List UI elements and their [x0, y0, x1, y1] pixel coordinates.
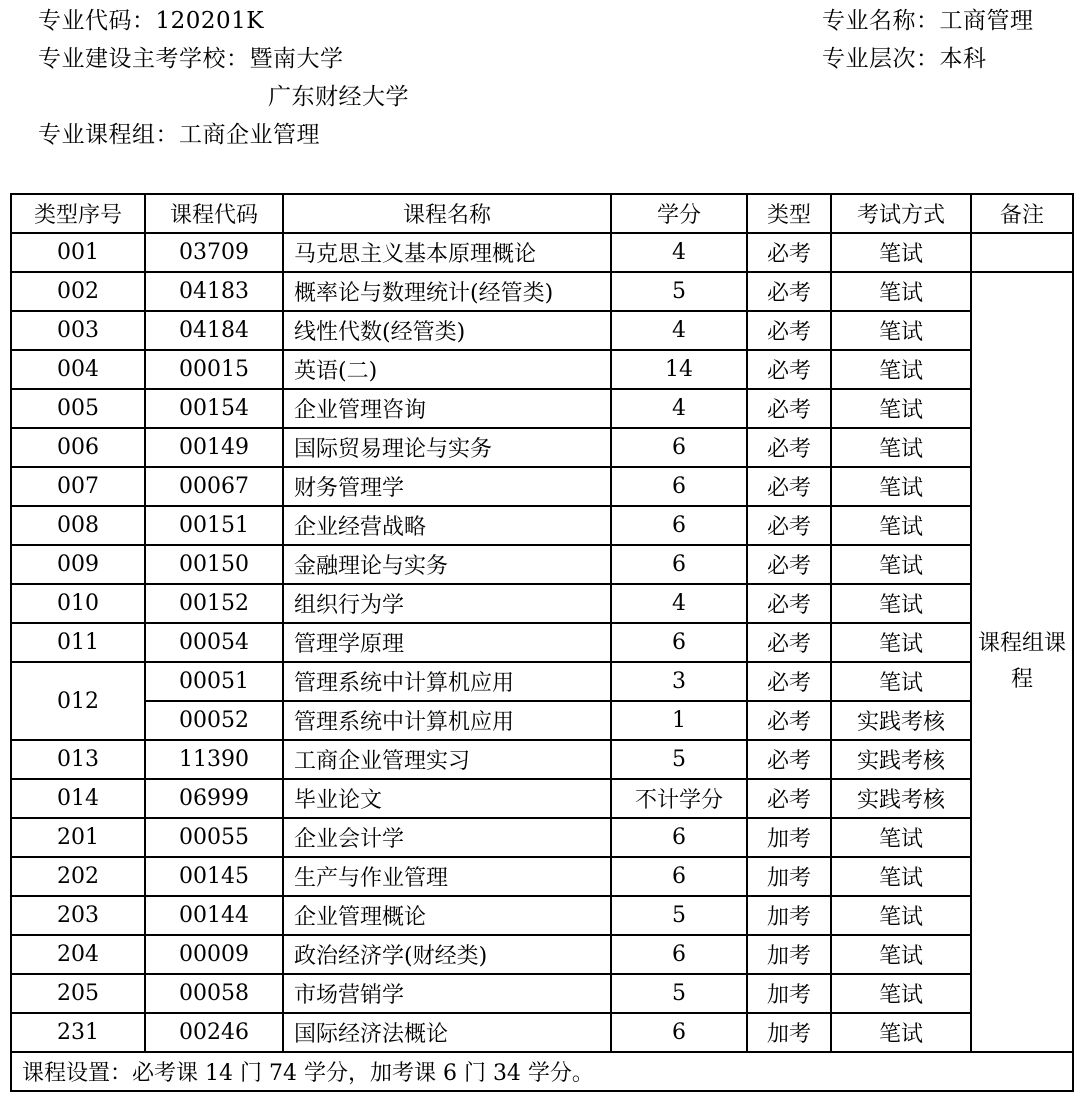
table-row	[11, 857, 1073, 896]
type-seq-cell: 014	[11, 779, 145, 818]
type-seq-cell: 008	[11, 506, 145, 545]
table-row	[11, 467, 1073, 506]
table-row	[11, 350, 1073, 389]
exam-method-cell: 笔试	[831, 506, 971, 545]
course-name-cell: 企业管理咨询	[283, 389, 611, 428]
credits-cell: 6	[611, 506, 747, 545]
column-header: 类型序号	[11, 194, 145, 233]
table-row	[11, 662, 1073, 701]
exam-method-cell: 笔试	[831, 896, 971, 935]
course-code-cell: 00154	[145, 389, 283, 428]
course-type-cell: 必考	[747, 740, 831, 779]
credits-cell: 4	[611, 311, 747, 350]
course-type-cell: 必考	[747, 233, 831, 272]
course-name-cell: 市场营销学	[283, 974, 611, 1013]
exam-method-cell: 笔试	[831, 389, 971, 428]
course-code-cell: 00009	[145, 935, 283, 974]
course-name-cell: 国际经济法概论	[283, 1013, 611, 1052]
course-name-cell: 线性代数(经管类)	[283, 311, 611, 350]
course-name-cell: 金融理论与实务	[283, 545, 611, 584]
course-type-cell: 必考	[747, 428, 831, 467]
credits-cell: 5	[611, 272, 747, 311]
footer-row	[11, 1052, 1073, 1091]
type-seq-cell: 203	[11, 896, 145, 935]
course-code-cell: 06999	[145, 779, 283, 818]
course-type-cell: 必考	[747, 662, 831, 701]
course-code-cell: 00246	[145, 1013, 283, 1052]
course-code-cell: 00052	[145, 701, 283, 740]
remarks-cell	[971, 233, 1073, 272]
credits-cell: 6	[611, 467, 747, 506]
course-type-cell: 必考	[747, 545, 831, 584]
course-name-cell: 生产与作业管理	[283, 857, 611, 896]
remarks-cell: 课程组课程	[971, 272, 1073, 1052]
exam-method-cell: 笔试	[831, 428, 971, 467]
exam-method-cell: 实践考核	[831, 701, 971, 740]
table-row	[11, 974, 1073, 1013]
exam-method-cell: 笔试	[831, 272, 971, 311]
exam-method-cell: 笔试	[831, 350, 971, 389]
credits-cell: 不计学分	[611, 779, 747, 818]
exam-school-2: 广东财经大学	[268, 84, 409, 110]
course-type-cell: 必考	[747, 779, 831, 818]
exam-school: 专业建设主考学校：暨南大学	[38, 46, 344, 72]
course-code-cell: 00150	[145, 545, 283, 584]
course-name-cell: 管理系统中计算机应用	[283, 701, 611, 740]
course-group: 专业课程组：工商企业管理	[38, 122, 320, 148]
course-code-cell: 00151	[145, 506, 283, 545]
course-type-cell: 必考	[747, 467, 831, 506]
credits-cell: 6	[611, 935, 747, 974]
credits-cell: 1	[611, 701, 747, 740]
course-type-cell: 必考	[747, 389, 831, 428]
table-row	[11, 545, 1073, 584]
course-name-cell: 政治经济学(财经类)	[283, 935, 611, 974]
table-row	[11, 584, 1073, 623]
table-row	[11, 233, 1073, 272]
type-seq-cell: 003	[11, 311, 145, 350]
course-name-cell: 财务管理学	[283, 467, 611, 506]
course-name-cell: 概率论与数理统计(经管类)	[283, 272, 611, 311]
column-header: 备注	[971, 194, 1073, 233]
course-code-cell: 04183	[145, 272, 283, 311]
table-row	[11, 506, 1073, 545]
course-name-cell: 英语(二)	[283, 350, 611, 389]
course-type-cell: 加考	[747, 1013, 831, 1052]
exam-method-cell: 笔试	[831, 662, 971, 701]
course-code-cell: 00055	[145, 818, 283, 857]
course-type-cell: 加考	[747, 857, 831, 896]
credits-cell: 6	[611, 623, 747, 662]
course-type-cell: 加考	[747, 896, 831, 935]
course-code-cell: 00067	[145, 467, 283, 506]
exam-method-cell: 笔试	[831, 818, 971, 857]
table-row	[11, 896, 1073, 935]
type-seq-cell: 205	[11, 974, 145, 1013]
table-row	[11, 935, 1073, 974]
course-name-cell: 国际贸易理论与实务	[283, 428, 611, 467]
exam-method-cell: 笔试	[831, 311, 971, 350]
course-code-cell: 00145	[145, 857, 283, 896]
type-seq-cell: 005	[11, 389, 145, 428]
column-header: 课程名称	[283, 194, 611, 233]
credits-cell: 4	[611, 584, 747, 623]
credits-cell: 14	[611, 350, 747, 389]
course-name-cell: 企业会计学	[283, 818, 611, 857]
table-row	[11, 428, 1073, 467]
type-seq-cell: 004	[11, 350, 145, 389]
exam-method-cell: 笔试	[831, 623, 971, 662]
credits-cell: 4	[611, 233, 747, 272]
exam-method-cell: 笔试	[831, 1013, 971, 1052]
course-table	[10, 193, 1074, 1092]
credits-cell: 6	[611, 428, 747, 467]
type-seq-cell: 001	[11, 233, 145, 272]
table-row	[11, 740, 1073, 779]
type-seq-cell: 002	[11, 272, 145, 311]
table-row	[11, 272, 1073, 311]
type-seq-cell: 006	[11, 428, 145, 467]
course-type-cell: 必考	[747, 701, 831, 740]
course-code-cell: 00054	[145, 623, 283, 662]
course-name-cell: 企业管理概论	[283, 896, 611, 935]
course-type-cell: 必考	[747, 350, 831, 389]
course-name-cell: 管理系统中计算机应用	[283, 662, 611, 701]
table-row	[11, 311, 1073, 350]
course-type-cell: 加考	[747, 974, 831, 1013]
type-seq-cell: 010	[11, 584, 145, 623]
course-type-cell: 必考	[747, 623, 831, 662]
type-seq-cell: 009	[11, 545, 145, 584]
course-name-cell: 马克思主义基本原理概论	[283, 233, 611, 272]
course-code-cell: 00144	[145, 896, 283, 935]
major-name: 专业名称：工商管理	[822, 8, 1034, 34]
course-code-cell: 04184	[145, 311, 283, 350]
exam-method-cell: 笔试	[831, 857, 971, 896]
type-seq-cell: 011	[11, 623, 145, 662]
exam-method-cell: 实践考核	[831, 779, 971, 818]
exam-method-cell: 笔试	[831, 467, 971, 506]
column-header: 考试方式	[831, 194, 971, 233]
exam-method-cell: 笔试	[831, 974, 971, 1013]
exam-method-cell: 笔试	[831, 233, 971, 272]
table-header-row	[11, 194, 1073, 233]
course-name-cell: 工商企业管理实习	[283, 740, 611, 779]
type-seq-cell: 231	[11, 1013, 145, 1052]
course-name-cell: 组织行为学	[283, 584, 611, 623]
major-code: 专业代码：120201K	[38, 8, 264, 34]
course-settings-note: 课程设置：必考课 14 门 74 学分，加考课 6 门 34 学分。	[11, 1052, 1073, 1091]
column-header: 类型	[747, 194, 831, 233]
exam-method-cell: 实践考核	[831, 740, 971, 779]
major-level: 专业层次：本科	[822, 46, 987, 72]
credits-cell: 5	[611, 974, 747, 1013]
course-code-cell: 00149	[145, 428, 283, 467]
course-type-cell: 必考	[747, 311, 831, 350]
exam-method-cell: 笔试	[831, 584, 971, 623]
course-code-cell: 00152	[145, 584, 283, 623]
course-code-cell: 00051	[145, 662, 283, 701]
credits-cell: 6	[611, 1013, 747, 1052]
column-header: 课程代码	[145, 194, 283, 233]
course-name-cell: 企业经营战略	[283, 506, 611, 545]
column-header: 学分	[611, 194, 747, 233]
credits-cell: 5	[611, 896, 747, 935]
type-seq-cell: 204	[11, 935, 145, 974]
table-row	[11, 818, 1073, 857]
course-type-cell: 必考	[747, 506, 831, 545]
credits-cell: 6	[611, 545, 747, 584]
course-code-cell: 00058	[145, 974, 283, 1013]
table-row	[11, 1013, 1073, 1052]
credits-cell: 4	[611, 389, 747, 428]
credits-cell: 3	[611, 662, 747, 701]
type-seq-cell: 201	[11, 818, 145, 857]
type-seq-cell: 202	[11, 857, 145, 896]
course-type-cell: 加考	[747, 935, 831, 974]
course-code-cell: 00015	[145, 350, 283, 389]
exam-method-cell: 笔试	[831, 545, 971, 584]
table-row	[11, 623, 1073, 662]
credits-cell: 6	[611, 818, 747, 857]
course-type-cell: 必考	[747, 272, 831, 311]
table-row	[11, 779, 1073, 818]
course-code-cell: 11390	[145, 740, 283, 779]
course-name-cell: 毕业论文	[283, 779, 611, 818]
table-row	[11, 389, 1073, 428]
type-seq-cell: 007	[11, 467, 145, 506]
credits-cell: 6	[611, 857, 747, 896]
course-code-cell: 03709	[145, 233, 283, 272]
course-type-cell: 加考	[747, 818, 831, 857]
exam-method-cell: 笔试	[831, 935, 971, 974]
credits-cell: 5	[611, 740, 747, 779]
table-row	[11, 701, 1073, 740]
type-seq-cell: 012	[11, 662, 145, 740]
type-seq-cell: 013	[11, 740, 145, 779]
course-type-cell: 必考	[747, 584, 831, 623]
course-name-cell: 管理学原理	[283, 623, 611, 662]
